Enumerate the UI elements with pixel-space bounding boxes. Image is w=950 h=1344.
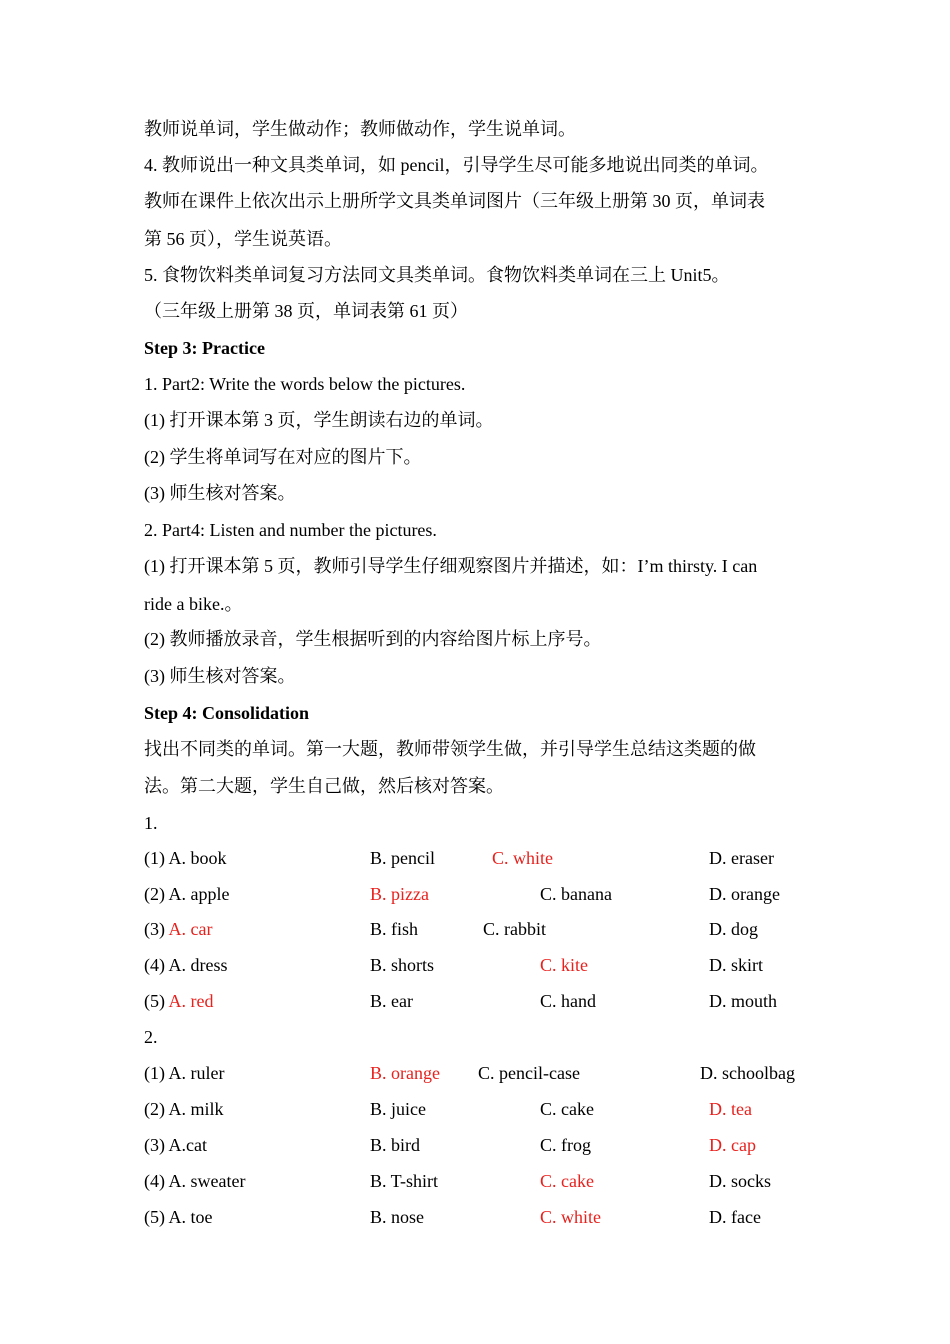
text-line: 5. 食物饮料类单词复习方法同文具类单词。食物饮料类单词在三上 Unit5。 bbox=[144, 265, 730, 285]
option-d-answer: D. cap bbox=[709, 1135, 756, 1155]
option-d: D. orange bbox=[709, 884, 780, 904]
text-line: (2) 教师播放录音，学生根据听到的内容给图片标上序号。 bbox=[144, 629, 602, 649]
text-line: （三年级上册第 38 页，单词表第 61 页） bbox=[144, 301, 468, 321]
text-line: 法。第二大题，学生自己做，然后核对答案。 bbox=[144, 776, 504, 796]
text-line: (2) 学生将单词写在对应的图片下。 bbox=[144, 447, 422, 467]
option-b: B. nose bbox=[370, 1207, 424, 1227]
option-a: (2) A. apple bbox=[144, 884, 230, 904]
option-a: (4) A. dress bbox=[144, 955, 228, 975]
option-a-answer: (5) A. red bbox=[144, 991, 214, 1011]
text-line: (1) 打开课本第 5 页，教师引导学生仔细观察图片并描述，如：I’m thirsty. I can bbox=[144, 556, 758, 576]
option-c: C. hand bbox=[540, 991, 596, 1011]
exercise-1-label: 1. bbox=[144, 813, 158, 833]
option-c: C. pencil-case bbox=[478, 1063, 580, 1083]
text-line: 2. Part4: Listen and number the pictures. bbox=[144, 520, 437, 540]
text-line: (3) 师生核对答案。 bbox=[144, 666, 296, 686]
option-b: B. bird bbox=[370, 1135, 421, 1155]
option-b-answer: B. pizza bbox=[370, 884, 429, 904]
text-line: 4. 教师说出一种文具类单词，如 pencil，引导学生尽可能多地说出同类的单词。 bbox=[144, 155, 769, 175]
exercise-row bbox=[144, 1061, 824, 1085]
text-line: (1) 打开课本第 3 页，学生朗读右边的单词。 bbox=[144, 410, 494, 430]
exercise-row bbox=[144, 1097, 824, 1121]
option-c-answer: C. cake bbox=[540, 1171, 594, 1191]
option-c-answer: C. kite bbox=[540, 955, 588, 975]
option-b: B. T-shirt bbox=[370, 1171, 439, 1191]
text-line: 教师说单词，学生做动作；教师做动作，学生说单词。 bbox=[144, 119, 576, 139]
option-d-answer: D. tea bbox=[709, 1099, 752, 1119]
option-c-answer: C. white bbox=[540, 1207, 601, 1227]
exercise-row bbox=[144, 882, 824, 906]
option-a: (4) A. sweater bbox=[144, 1171, 246, 1191]
exercise-row bbox=[144, 1169, 824, 1193]
text-line: 找出不同类的单词。第一大题，教师带领学生做，并引导学生总结这类题的做 bbox=[144, 739, 756, 759]
option-a-answer: (3) A. car bbox=[144, 919, 213, 939]
option-c-answer: C. white bbox=[492, 848, 553, 868]
option-a: (1) A. ruler bbox=[144, 1063, 225, 1083]
option-c: C. banana bbox=[540, 884, 612, 904]
text-line: 教师在课件上依次出示上册所学文具类单词图片（三年级上册第 30 页，单词表 bbox=[144, 191, 765, 211]
option-d: D. dog bbox=[709, 919, 758, 939]
option-d: D. eraser bbox=[709, 848, 774, 868]
option-d: D. mouth bbox=[709, 991, 778, 1011]
exercise-row bbox=[144, 846, 824, 870]
option-d: D. socks bbox=[709, 1171, 771, 1191]
option-b: B. ear bbox=[370, 991, 413, 1011]
option-c: C. cake bbox=[540, 1099, 594, 1119]
exercise-row bbox=[144, 1205, 824, 1229]
option-d: D. schoolbag bbox=[700, 1063, 795, 1083]
option-c: C. rabbit bbox=[483, 919, 546, 939]
option-a: (5) A. toe bbox=[144, 1207, 213, 1227]
exercise-row bbox=[144, 989, 824, 1013]
text-line: ride a bike.。 bbox=[144, 594, 243, 614]
section-heading-step4: Step 4: Consolidation bbox=[144, 703, 310, 723]
option-b: B. pencil bbox=[370, 848, 435, 868]
option-a: (3) A.cat bbox=[144, 1135, 207, 1155]
exercise-2-label: 2. bbox=[144, 1027, 158, 1047]
option-a: (1) A. book bbox=[144, 848, 227, 868]
option-d: D. face bbox=[709, 1207, 761, 1227]
option-c: C. frog bbox=[540, 1135, 591, 1155]
option-b-answer: B. orange bbox=[370, 1063, 440, 1083]
option-b: B. juice bbox=[370, 1099, 426, 1119]
text-line: (3) 师生核对答案。 bbox=[144, 483, 296, 503]
option-b: B. shorts bbox=[370, 955, 435, 975]
option-a: (2) A. milk bbox=[144, 1099, 224, 1119]
option-d: D. skirt bbox=[709, 955, 763, 975]
exercise-row bbox=[144, 1133, 824, 1157]
text-line: 第 56 页），学生说英语。 bbox=[144, 229, 342, 249]
option-b: B. fish bbox=[370, 919, 419, 939]
exercise-row bbox=[144, 917, 824, 941]
text-line: 1. Part2: Write the words below the pictures. bbox=[144, 374, 466, 394]
section-heading-step3: Step 3: Practice bbox=[144, 338, 265, 358]
exercise-row bbox=[144, 953, 824, 977]
